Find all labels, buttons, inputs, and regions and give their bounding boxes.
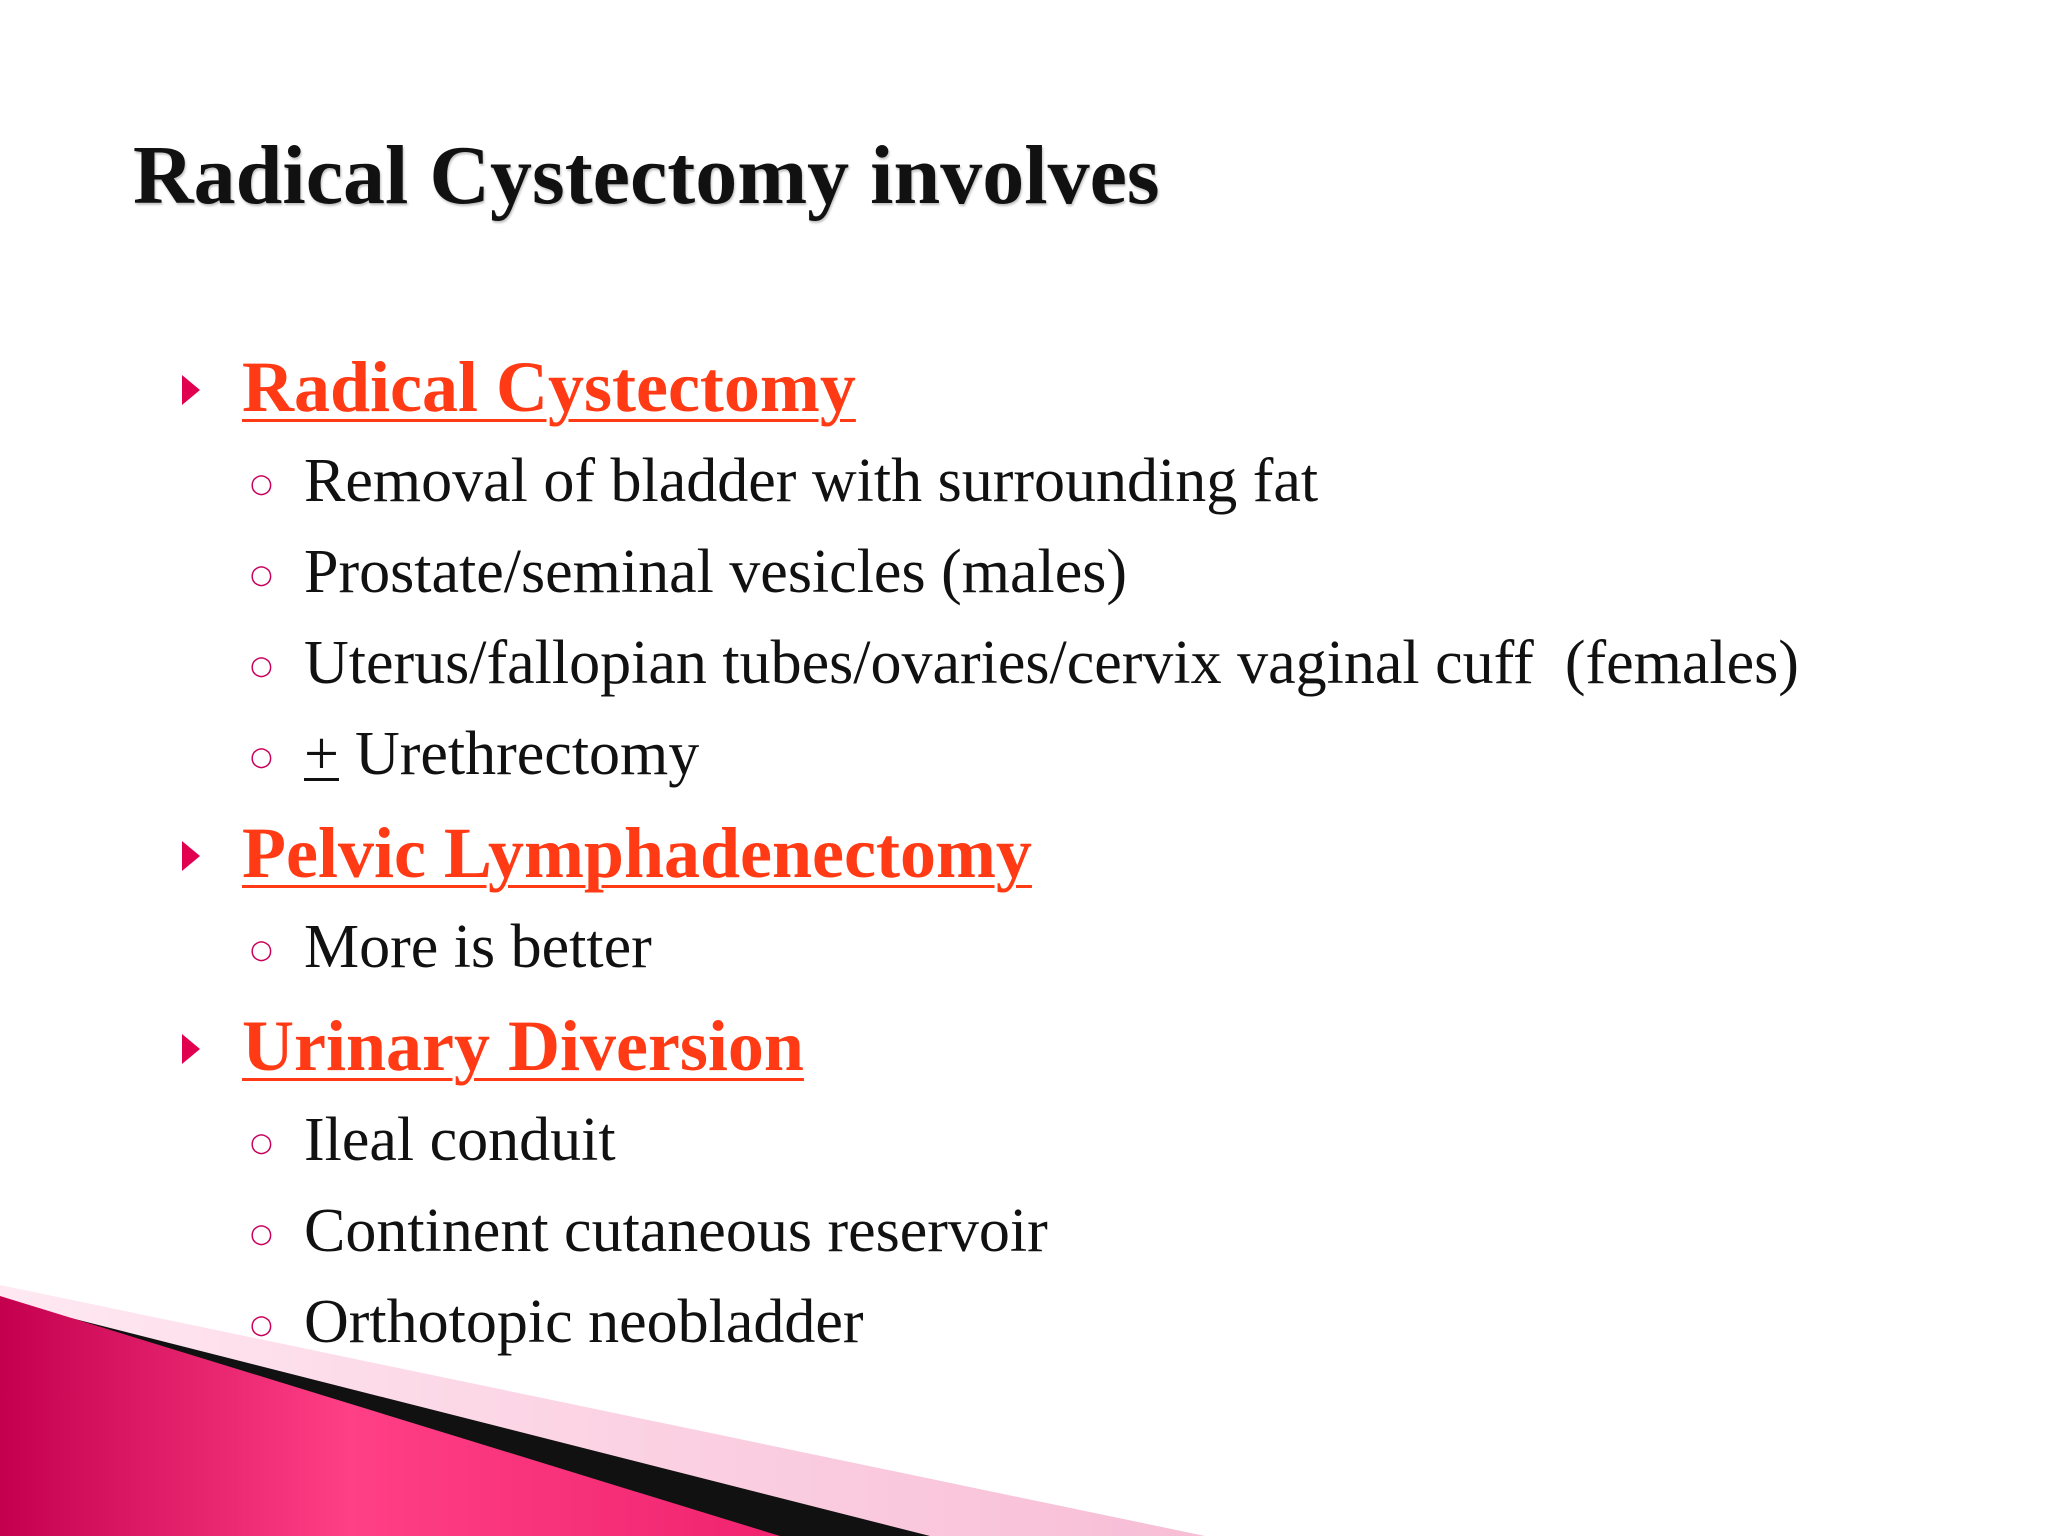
sub-bullet-text: Prostate/seminal vesicles (males)	[304, 538, 1127, 606]
sub-bullet-item	[182, 709, 2022, 800]
sub-bullet-item	[182, 1186, 2022, 1277]
sub-bullet-text: Continent cutaneous reservoir	[304, 1197, 1048, 1265]
sub-bullet-text: More is better	[304, 913, 652, 981]
sub-bullet-text: Uterus/fallopian tubes/ovaries/cervix vaginal cuff (females)	[304, 629, 1799, 697]
ring-bullet-icon: ○	[250, 559, 273, 590]
ring-bullet-icon: ○	[250, 1218, 273, 1249]
ring-bullet-icon: ○	[250, 741, 273, 772]
sub-bullet-list	[182, 902, 2022, 993]
section-heading	[182, 997, 2022, 1095]
section-heading	[182, 338, 2022, 436]
ring-bullet-icon: ○	[250, 1309, 273, 1340]
section-heading	[182, 804, 2022, 902]
sub-bullet-item	[182, 902, 2022, 993]
ring-bullet-icon: ○	[250, 650, 273, 681]
sub-bullet-item	[182, 436, 2022, 527]
arrow-bullet-icon	[182, 375, 200, 405]
plus-minus-symbol: +	[304, 720, 339, 788]
sub-bullet-item	[182, 618, 2022, 709]
sub-bullet-list	[182, 1095, 2022, 1368]
arrow-bullet-icon	[182, 841, 200, 871]
section-radical-cystectomy	[182, 338, 2022, 800]
section-heading-label: Urinary Diversion	[242, 1005, 804, 1086]
sub-bullet-text: Removal of bladder with surrounding fat	[304, 447, 1319, 515]
bullet-content	[182, 338, 2022, 1368]
sub-bullet-item	[182, 527, 2022, 618]
sub-bullet-item	[182, 1095, 2022, 1186]
section-heading-label: Radical Cystectomy	[242, 346, 856, 427]
sub-bullet-text: Orthotopic neobladder	[304, 1288, 864, 1356]
section-urinary-diversion	[182, 997, 2022, 1368]
ring-bullet-icon: ○	[250, 468, 273, 499]
ring-bullet-icon: ○	[250, 1127, 273, 1158]
sub-bullet-text	[304, 719, 699, 790]
sub-bullet-text: Ileal conduit	[304, 1106, 616, 1174]
urethrectomy-text: Urethrectomy	[354, 720, 700, 788]
section-heading-label: Pelvic Lymphadenectomy	[242, 812, 1032, 893]
ring-bullet-icon: ○	[250, 934, 273, 965]
sub-bullet-list	[182, 436, 2022, 800]
arrow-bullet-icon	[182, 1034, 200, 1064]
sub-bullet-item	[182, 1277, 2022, 1368]
section-pelvic-lymphadenectomy	[182, 804, 2022, 993]
slide-title: Radical Cystectomy involves	[133, 129, 1160, 222]
